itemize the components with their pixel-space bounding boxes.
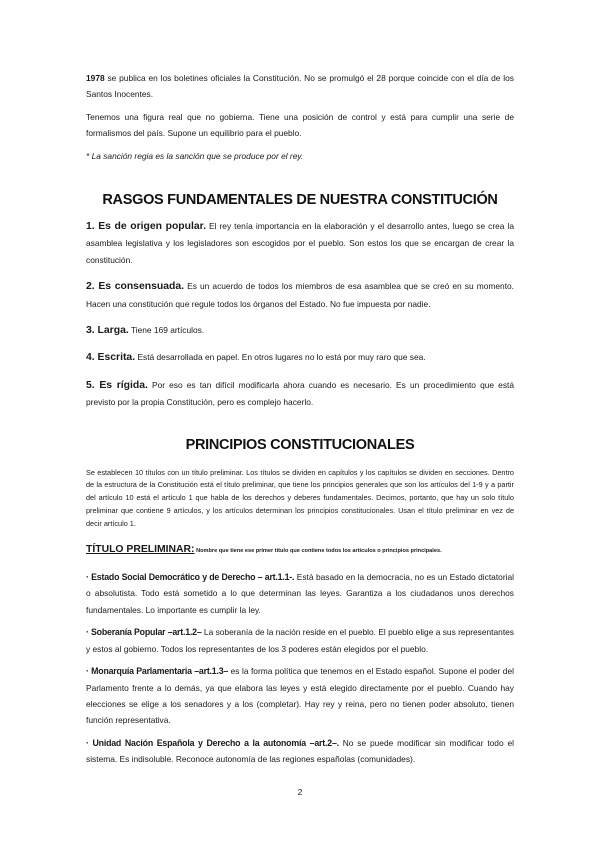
rasgo-item-1: 1. Es de origen popular. El rey tenía importancia en la elaboración y el desarrollo antes, luego se crea la asamblea legislativa y los legisladores son escogidos por el pueblo. Son estos los que se encargan de crear la constitución. bbox=[86, 221, 514, 265]
principios-heading: PRINCIPIOS CONSTITUCIONALES bbox=[185, 436, 415, 453]
year-text: 1978 bbox=[86, 73, 105, 83]
rasgo-item-3: 3. Larga. Tiene 169 artículos. bbox=[86, 325, 205, 337]
article-item-4: · Unidad Nación Española y Derecho a la autonomía –art.2–. No se puede modificar sin modificar todo el sistema. Es indisoluble. Reconoce autonomía de las regiones españolas (comunidades). bbox=[86, 737, 514, 765]
rasgo-item-2: 2. Es consensuada. Es un acuerdo de todos los miembros de esa asamblea que se creó en su momento. Hacen una constitución que regule todos los órganos del Estado. No fue impuesta por nadie. bbox=[86, 281, 514, 309]
intro-paragraph-1: 1978 se publica en los boletines oficiales la Constitución. No se promulgó el 28 porque coincide con el día de los Santos Inocentes. bbox=[86, 73, 514, 100]
footnote-sancion: * La sanción regia es la sanción que se produce por el rey. bbox=[86, 150, 304, 161]
rasgo-item-4: 4. Escrita. Está desarrollada en papel. En otros lugares no lo está por muy raro que sea. bbox=[86, 352, 426, 364]
principios-intro: Se establecen 10 títulos con un título preliminar. Los títulos se dividen en capítulos y los capítulos se dividen en secciones. Dentro de la estructura de la Constitución está el título preliminar, que tiene los principios generales que son los artículos del 1-9 y a partir del artículo 10 está el artículo 1 que habla de los derechos y deberes fundamentales. Decimos, portanto, que hay un solo título preliminar que contiene 9 artículos, y los artículos determinan los principios constitucionales. Usan el título preliminar en vez de decir artículo 1. bbox=[86, 467, 514, 528]
rasgo-item-5: 5. Es rígida. Por eso es tan difícil modificarla ahora cuando es necesario. Es un procedimiento que está previsto por la propia Constitución, pero es complejo hacerlo. bbox=[86, 379, 514, 408]
document-page bbox=[86, 70, 514, 768]
article-item-2: · Soberanía Popular –art.1.2– La soberanía de la nación reside en el pueblo. El pueblo elige a sus representantes y estos al gobierno. Todos los representantes de los 3 poderes están elegidos por el pueblo. bbox=[86, 627, 514, 654]
titulo-preliminar: TÍTULO PRELIMINAR: Nombre que tiene ese primer título que contiene todos los artículos o principios principales. bbox=[86, 543, 442, 555]
article-item-1: · Estado Social Democrático y de Derecho – art.1.1-. Está basado en la democracia, no es un Estado dictatorial o absolutista. Todo está sometido a lo que determinan las leyes. Garantiza a los ciudadanos unos derechos fundamentales. Lo importante es cumplir la ley. bbox=[86, 572, 514, 615]
page-number: 2 bbox=[297, 787, 303, 797]
article-item-3: · Monarquía Parlamentaria –art.1.3– es la forma política que tenemos en el Estado español. Supone el poder del Parlamento frente a lo demás, ya que elabora las leyes y está elegido directamente por el pueblo. Cuando hay elecciones se elige a los senadores y a los (completar). Hay rey y reina, pero no tienen poder absoluto, tienen función representativa. bbox=[86, 666, 514, 726]
rasgos-heading: RASGOS FUNDAMENTALES DE NUESTRA CONSTITUCIÓN bbox=[102, 192, 498, 209]
intro-paragraph-2: Tenemos una figura real que no gobierna. Tiene una posición de control y está para cumplir una serie de formalismos del país. Supone un equilibrio para el pueblo. bbox=[86, 111, 514, 139]
